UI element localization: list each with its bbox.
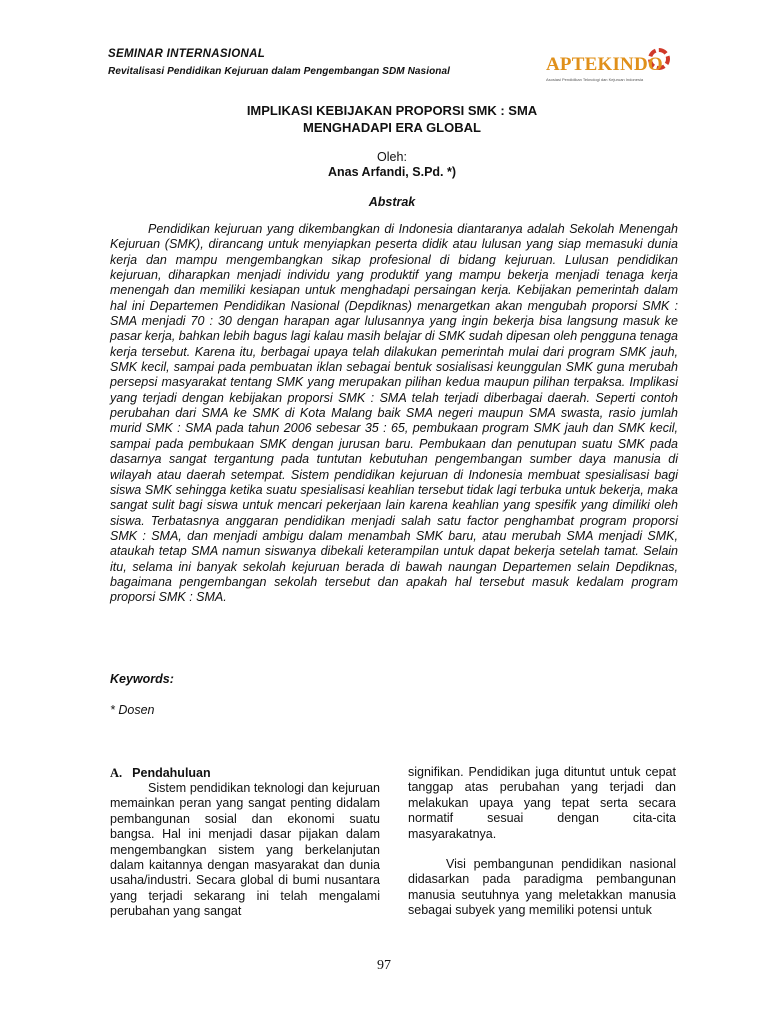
- author-name: Anas Arfandi, S.Pd. *): [327, 165, 457, 179]
- aptekindo-logo: [536, 46, 676, 90]
- title-line-1: IMPLIKASI KEBIJAKAN PROPORSI SMK : SMA: [246, 103, 538, 118]
- seminar-subtitle: Revitalisasi Pendidikan Kejuruan dalam Pengembangan SDM Nasional: [108, 66, 451, 77]
- paper-title: [100, 102, 684, 136]
- seminar-title: SEMINAR INTERNASIONAL: [108, 48, 266, 60]
- logo-wordmark: APTEKINDO: [546, 54, 663, 75]
- abstract-body: Pendidikan kejuruan yang dikembangkan di Indonesia diantaranya adalah Sekolah Menengah Kejuruan (SMK), dirancang untuk menyiapkan peserta didik atau lulusan yang siap memasuki dunia kerja dan mampu mengembangkan sikap profesional di bidang kejuruan. Lulusan pendidikan kejuruan, diharapkan menjadi individu yang produktif yang mampu bekerja menjadi tenaga kerja menengah dan memiliki kesiapan untuk menghadapi persaingan kerja. Kebijakan pemerintah dalam hal ini Departemen Pendidikan Nasional (Depdiknas) menargetkan akan mengubah proporsi SMK : SMA menjadi 70 : 30 dengan harapan agar lulusannya yang ingin bekerja bisa langsung masuk ke pasar kerja, bahkan lebih bagus lagi kalau masih belajar di SMK sudah dipesan oleh pengguna tenaga kerja tersebut. Karena itu, berbagai upaya telah dilakukan pemerintah mulai dari program SMK jauh, SMK kecil, sampai pada pembuatan iklan sebagai bentuk sosialisasi keunggulan SMK guna merubah persepsi masyarakat tentang SMK yang merupakan pilihan kedua maupun pilihan terpaksa. Implikasi yang terjadi dengan kebijakan proporsi SMK : SMA telah terjadi diberbagai daerah. Seperti contoh perubahan dari SMA ke SMK di Kota Malang baik SMA negeri maupun SMA swasta, rasio jumlah murid SMK : SMA pada tahun 2006 sebesar 35 : 65, pembukaan program SMK jauh dan SMK kecil, sampai pada pembukaan SMK dengan jurusan baru. Pembukaan dan penutupan suatu SMK pada dasarnya sangat tergantung pada tuntutan kebutuhan pengembangan sumber daya manusia di wilayah atau daerah setempat. Sistem pendidikan kejuruan di Indonesia membuat spesialisasi bagi siswa SMK sehingga ketika suatu spesialisasi keahlian tersebut tidak lagi terbuka untuk bekerja, maka sangat sulit bagi siswa untuk mencari pekerjaan lain karena keahlian yang spesifik yang dimiliki oleh siswa. Terbatasnya anggaran pendidikan menjadi salah satu factor penghambat program proporsi SMK : SMA, dan menjadi ambigu dalam menambah SMK baru, atau merubah SMA menjadi SMK, ataukah tetap SMA namun siswanya dibekali keterampilan untuk dapat bekerja setelah tamat. Selain itu, selama ini banyak sekolah kejuruan berada di bawah naungan Departemen selain Depdiknas, bagaimana pengembangan sekolah tersebut dan apakah hal tersebut masuk kedalam program proporsi SMK : SMA.: [110, 222, 678, 605]
- intro-paragraph: Sistem pendidikan teknologi dan kejuruan memainkan peran yang sangat penting didalam pembangunan sosial dan ekonomi suatu bangsa. Hal ini menjadi dasar pijakan dalam mengembangkan sistem yang berkelanjutan dalam kaitannya dengan masyarakat dan dunia usaha/industri. Secara global di bumi nusantara yang terjadi sekarang ini telah mengalami perubahan yang sangat: [110, 781, 380, 919]
- by-label: Oleh:: [377, 150, 407, 164]
- right-paragraph-2: Visi pembangunan pendidikan nasional didasarkan pada paradigma pembangunan manusia seutuhnya yang meletakkan manusia sebagai subyek yang memiliki potensi untuk: [408, 857, 676, 918]
- page-number: 97: [377, 958, 391, 973]
- logo-tagline: Asosiasi Pendidikan Teknologi dan Kejuruan Indonesia: [546, 77, 644, 82]
- keywords-label: Keywords:: [110, 672, 174, 686]
- right-column: [408, 765, 676, 919]
- footnote: * Dosen: [110, 703, 155, 717]
- page-header: [108, 46, 668, 94]
- section-number: A.: [110, 766, 123, 780]
- left-column: [110, 765, 380, 920]
- section-heading: [110, 765, 380, 781]
- title-line-2: MENGHADAPI ERA GLOBAL: [303, 120, 481, 135]
- section-title: Pendahuluan: [132, 766, 211, 780]
- abstract-heading: Abstrak: [368, 195, 416, 209]
- right-paragraph-1: signifikan. Pendidikan juga dituntut untuk cepat tanggap atas perubahan yang terjadi dan melakukan upaya yang tepat serta secara normatif sesuai dengan cita-cita masyarakatnya.: [408, 765, 676, 841]
